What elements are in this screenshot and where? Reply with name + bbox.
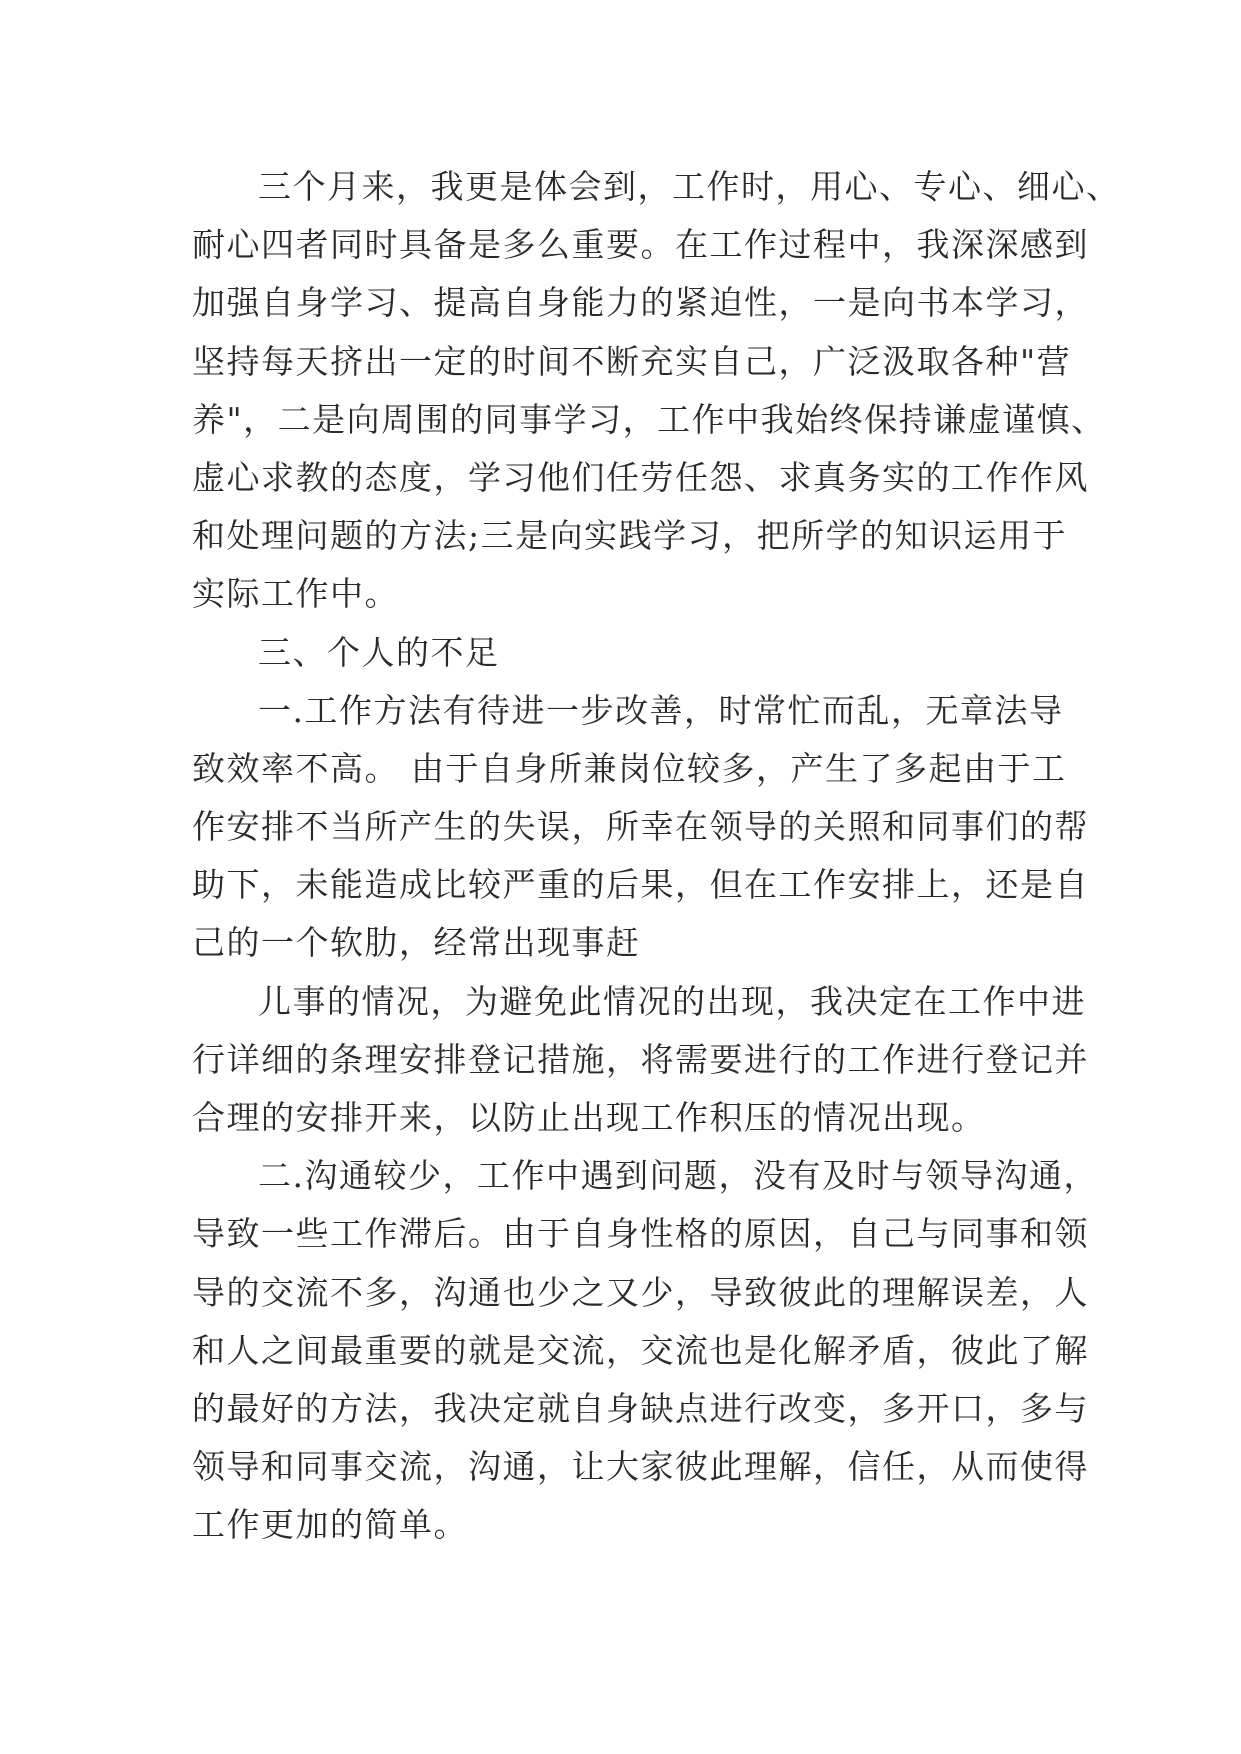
- text-line: 三个月来，我更是体会到，工作时，用心、专心、细心、: [258, 167, 1121, 206]
- text-line: 儿事的情况，为避免此情况的出现，我决定在工作中进: [258, 981, 1086, 1021]
- text-line: 助下，未能造成比较严重的后果，但在工作安排上，还是自: [192, 865, 1089, 905]
- text-line: 领导和同事交流，沟通，让大家彼此理解，信任，从而使得: [192, 1447, 1089, 1487]
- text-line: 行详细的条理安排登记措施，将需要进行的工作进行登记并: [192, 1039, 1089, 1079]
- text-line: 加强自身学习、提高自身能力的紧迫性，一是向书本学习，: [192, 283, 1089, 323]
- body-text: [192, 158, 1121, 1555]
- text-line: 虚心求教的态度，学习他们任劳任怨、求真务实的工作作风: [192, 457, 1089, 497]
- text-line: 养"，二是向周围的同事学习，工作中我始终保持谦虚谨慎、: [192, 399, 1106, 439]
- text-line: 作安排不当所产生的失误，所幸在领导的关照和同事们的帮: [192, 807, 1089, 847]
- text-line: 和处理问题的方法;三是向实践学习，把所学的知识运用于: [192, 516, 1068, 556]
- text-line: 致效率不高。 由于自身所兼岗位较多，产生了多起由于工: [192, 748, 1067, 788]
- text-line: 工作更加的简单。: [192, 1505, 468, 1545]
- text-line: 一.工作方法有待进一步改善，时常忙而乱，无章法导: [258, 690, 1064, 730]
- text-line: 二.沟通较少，工作中遇到问题，没有及时与领导沟通，: [258, 1156, 1098, 1196]
- text-line: 坚持每天挤出一定的时间不断充实自己，广泛汲取各种"营: [192, 341, 1072, 381]
- text-line: 实际工作中。: [192, 574, 399, 614]
- text-line: 导致一些工作滞后。由于自身性格的原因，自己与同事和领: [192, 1214, 1089, 1254]
- text-line: 导的交流不多，沟通也少之又少，导致彼此的理解误差，人: [192, 1272, 1089, 1312]
- text-line: 耐心四者同时具备是多么重要。在工作过程中，我深深感到: [192, 225, 1089, 265]
- text-line: 合理的安排开来，以防止出现工作积压的情况出现。: [192, 1098, 986, 1137]
- text-line: 和人之间最重要的就是交流，交流也是化解矛盾，彼此了解: [192, 1330, 1089, 1370]
- text-line: 己的一个软肋，经常出现事赶: [192, 923, 641, 963]
- text-line: 的最好的方法，我决定就自身缺点进行改变，多开口，多与: [192, 1388, 1089, 1428]
- section-heading: 三、个人的不足: [258, 632, 500, 672]
